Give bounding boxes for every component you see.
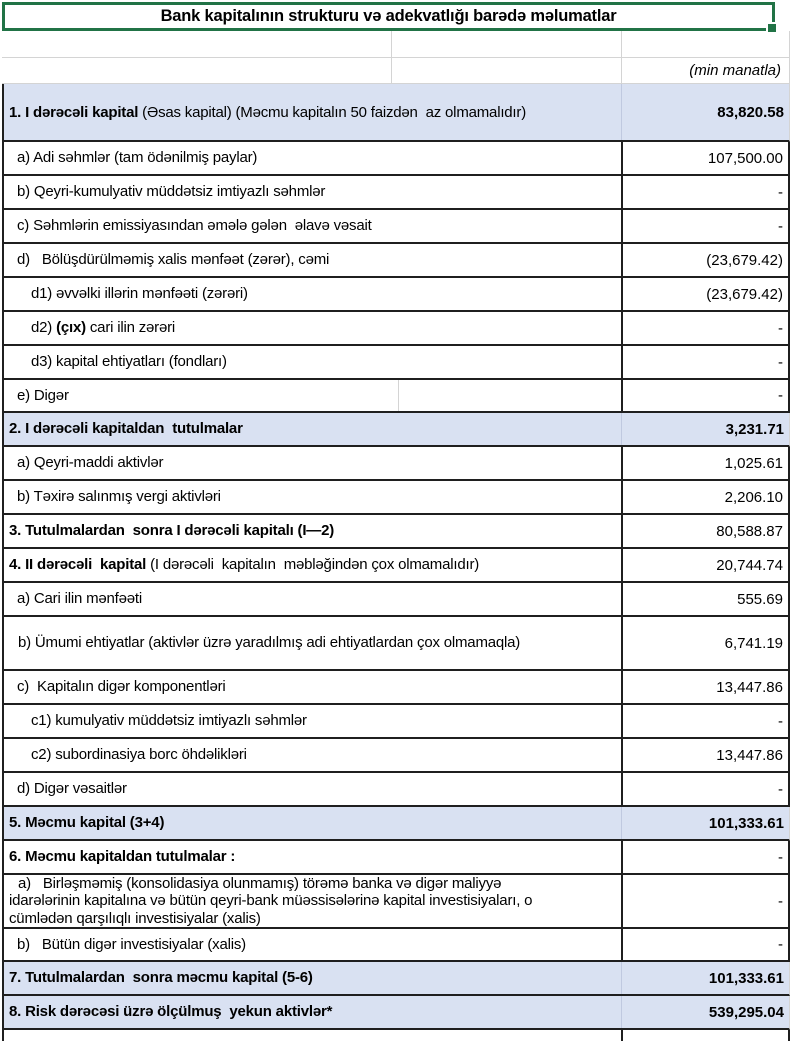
row-value-cell[interactable]: 83,820.58	[621, 84, 789, 140]
row-label: d) Digər vəsaitlər	[17, 780, 127, 798]
row-value-cell[interactable]: 555.69	[621, 583, 788, 615]
empty-cell[interactable]	[2, 31, 392, 57]
row-value-cell[interactable]: 3,231.71	[621, 413, 789, 445]
table-row-r1b	[2, 176, 790, 210]
table-row-r2b	[2, 481, 790, 515]
row-value-cell[interactable]: 2,206.10	[621, 481, 788, 513]
row-label: c) Kapitalın digər komponentləri	[17, 678, 226, 696]
row-label-cell[interactable]	[4, 515, 621, 547]
table-row-r1d1	[2, 278, 790, 312]
title-cell-selected[interactable]	[2, 2, 775, 31]
row-label-cell[interactable]	[4, 481, 621, 513]
table-row-r1d3	[2, 346, 790, 380]
row-label-cell[interactable]	[4, 84, 621, 140]
table-row-r6a	[2, 875, 790, 929]
row-label: e) Digər	[17, 386, 69, 404]
empty-cell[interactable]	[622, 31, 790, 57]
row-value-cell[interactable]: 13,447.86	[621, 671, 788, 703]
row-label: b) Bütün digər investisiyalar (xalis)	[17, 935, 246, 953]
row-value-cell[interactable]: (23,679.42)	[621, 244, 788, 276]
row-label-cell[interactable]	[4, 929, 621, 960]
row-label-cell[interactable]	[4, 875, 621, 927]
row-value-cell[interactable]: 20,744.74	[621, 549, 788, 581]
row-value-cell[interactable]: 1,025.61	[621, 447, 788, 479]
partial-label-cell[interactable]	[4, 1030, 621, 1041]
table-row-r4c	[2, 671, 790, 705]
row-label-cell[interactable]	[4, 176, 621, 208]
table-row-r4a	[2, 583, 790, 617]
row-label: 7. Tutulmalardan sonra məcmu kapital (5-6)	[9, 969, 313, 987]
row-label: b) Qeyri-kumulyativ müddətsiz imtiyazlı səhmlər	[17, 183, 326, 201]
table-row-r4b	[2, 617, 790, 671]
row-label: d3) kapital ehtiyatları (fondları)	[31, 353, 227, 371]
table-row-r8	[2, 996, 790, 1030]
row-label: 6. Məcmu kapitaldan tutulmalar :	[9, 848, 236, 866]
row-label-cell[interactable]	[4, 996, 621, 1028]
table-row-r3	[2, 515, 790, 549]
row-value-cell[interactable]: 80,588.87	[621, 515, 788, 547]
row-label-cell[interactable]	[4, 278, 621, 310]
table-row-r1e	[2, 380, 790, 413]
row-label: a) Birləşməmiş (konsolidasiya olunmamış) törəmə banka və digər maliyyə idarələrinin kapitalına və bütün qeyri-bank müəssisələrinə kapital investisiyaları, o cümlədən qarşılıqlı investisiyalar (xalis)	[9, 875, 537, 927]
row-value-cell[interactable]: -	[621, 773, 788, 805]
row-value-cell[interactable]: (23,679.42)	[621, 278, 788, 310]
row-label-cell[interactable]	[4, 549, 621, 581]
row-label: 4. II dərəcəli kapital (I dərəcəli kapitalın məbləğindən çox olmamalıdır)	[9, 556, 480, 574]
page-title: Bank kapitalının strukturu və adekvatlığı barədə məlumatlar	[160, 7, 617, 25]
cell-divider	[398, 380, 399, 411]
row-label: 8. Risk dərəcəsi üzrə ölçülmuş yekun aktivlər*	[9, 1003, 333, 1021]
table-row-r1c	[2, 210, 790, 244]
row-label-cell[interactable]	[4, 705, 621, 737]
unit-note-cell[interactable]	[622, 58, 790, 83]
row-value-cell[interactable]: -	[621, 312, 788, 344]
row-label-cell[interactable]	[4, 671, 621, 703]
table-row-r1a	[2, 142, 790, 176]
row-value-cell[interactable]: -	[621, 929, 788, 960]
row-label-cell[interactable]	[4, 210, 621, 242]
row-value-cell[interactable]: -	[621, 841, 788, 873]
empty-grid-row	[2, 31, 790, 58]
unit-note: (min manatla)	[689, 62, 781, 79]
row-label: 5. Məcmu kapital (3+4)	[9, 814, 165, 832]
row-label-cell[interactable]	[4, 739, 621, 771]
table-row-r6	[2, 841, 790, 875]
row-value-cell[interactable]: 101,333.61	[621, 807, 789, 839]
row-label: 3. Tutulmalardan sonra I dərəcəli kapitalı (I—2)	[9, 522, 335, 540]
table-row-r4c2	[2, 739, 790, 773]
row-label-cell[interactable]	[4, 142, 621, 174]
table-row-r1d2	[2, 312, 790, 346]
row-value-cell[interactable]: -	[621, 875, 788, 927]
row-label: b) Təxirə salınmış vergi aktivləri	[17, 488, 221, 506]
row-value-cell[interactable]: 101,333.61	[621, 962, 789, 994]
row-value-cell[interactable]: -	[621, 210, 788, 242]
partial-next-row	[2, 1030, 790, 1041]
unit-note-row	[2, 58, 790, 84]
capital-structure-table	[0, 84, 800, 1030]
row-value-cell[interactable]: 107,500.00	[621, 142, 788, 174]
row-label: 1. I dərəcəli kapital (Əsas kapital) (Məcmu kapitalın 50 faizdən az olmamalıdır)	[9, 103, 526, 121]
table-row-r4c1	[2, 705, 790, 739]
row-value-cell[interactable]: -	[621, 346, 788, 378]
row-label: c1) kumulyativ müddətsiz imtiyazlı səhmlər	[31, 712, 307, 730]
table-row-r4d	[2, 773, 790, 807]
row-label-cell[interactable]	[4, 773, 621, 805]
selection-fill-handle[interactable]	[766, 22, 778, 34]
row-label-cell[interactable]	[4, 447, 621, 479]
empty-cell[interactable]	[392, 58, 622, 83]
row-label: a) Adi səhmlər (tam ödənilmiş paylar)	[17, 149, 258, 167]
row-label: d1) əvvəlki illərin mənfəəti (zərəri)	[31, 285, 248, 303]
row-label-cell[interactable]	[4, 413, 621, 445]
empty-cell[interactable]	[392, 31, 622, 57]
table-row-r5	[2, 807, 790, 841]
row-label-cell[interactable]	[4, 841, 621, 873]
table-row-r2a	[2, 447, 790, 481]
table-row-r7	[2, 962, 790, 996]
row-label-cell[interactable]	[4, 346, 621, 378]
row-label-cell[interactable]	[4, 583, 621, 615]
row-value-cell[interactable]: 6,741.19	[621, 617, 788, 669]
table-row-r4	[2, 549, 790, 583]
row-label-cell[interactable]	[4, 617, 621, 669]
row-label-cell[interactable]	[4, 244, 621, 276]
table-row-r1	[2, 84, 790, 142]
row-label-cell[interactable]	[4, 807, 621, 839]
table-row-r6b	[2, 929, 790, 962]
row-label-cell[interactable]	[4, 962, 621, 994]
row-value-cell[interactable]: 539,295.04	[621, 996, 789, 1028]
row-label-cell[interactable]	[4, 312, 621, 344]
row-label: b) Ümumi ehtiyatlar (aktivlər üzrə yaradılmış adi ehtiyatlardan çox olmamaqla)	[18, 634, 521, 652]
row-label: d2) (çıx) cari ilin zərəri	[31, 319, 176, 337]
row-value-cell[interactable]: -	[621, 176, 788, 208]
table-row-r2	[2, 413, 790, 447]
row-label: a) Cari ilin mənfəəti	[17, 590, 143, 608]
row-label-cell[interactable]	[4, 380, 621, 411]
row-label: a) Qeyri-maddi aktivlər	[17, 454, 164, 472]
row-value-cell[interactable]: 13,447.86	[621, 739, 788, 771]
partial-value-cell[interactable]	[621, 1030, 788, 1041]
row-label: c2) subordinasiya borc öhdəlikləri	[31, 746, 247, 764]
row-label: 2. I dərəcəli kapitaldan tutulmalar	[9, 420, 243, 438]
row-value-cell[interactable]: -	[621, 380, 788, 411]
table-row-r1d	[2, 244, 790, 278]
empty-cell[interactable]	[2, 58, 392, 83]
row-label: d) Bölüşdürülməmiş xalis mənfəət (zərər), cəmi	[17, 251, 330, 269]
row-value-cell[interactable]: -	[621, 705, 788, 737]
row-label: c) Səhmlərin emissiyasından əmələ gələn əlavə vəsait	[17, 217, 372, 235]
